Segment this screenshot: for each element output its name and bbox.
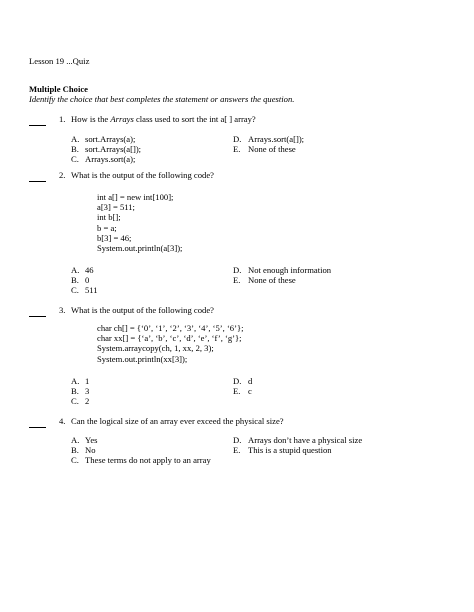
answer-blank[interactable] bbox=[29, 420, 46, 428]
option-text: No bbox=[85, 445, 96, 455]
code-line: b = a; bbox=[97, 222, 117, 233]
option-letter: B. bbox=[71, 386, 79, 396]
code-line: b[3] = 46; bbox=[97, 232, 132, 243]
option-letter: B. bbox=[71, 275, 79, 285]
option-letter: D. bbox=[233, 376, 242, 386]
option-text: 1 bbox=[85, 376, 90, 386]
option-letter: D. bbox=[233, 435, 242, 445]
option-text: Not enough information bbox=[248, 265, 332, 275]
answer-blank[interactable] bbox=[29, 118, 46, 126]
answer-blank[interactable] bbox=[29, 174, 46, 182]
code-block bbox=[97, 192, 182, 253]
question-text: What is the output of the following code? bbox=[71, 305, 214, 315]
option-letter: A. bbox=[71, 265, 80, 275]
code-line: a[3] = 511; bbox=[97, 202, 135, 213]
instructions: Identify the choice that best completes the statement or answers the question. bbox=[29, 94, 295, 104]
option-letter: C. bbox=[71, 154, 79, 164]
option-letter: D. bbox=[233, 134, 242, 144]
option-letter: E. bbox=[233, 445, 241, 455]
option-letter: D. bbox=[233, 265, 242, 275]
option-letter: C. bbox=[71, 396, 79, 406]
lesson-title: Lesson 19 ...Quiz bbox=[29, 56, 90, 66]
option-text: 46 bbox=[85, 265, 94, 275]
option-text: None of these bbox=[248, 275, 296, 285]
code-line: int b[]; bbox=[97, 212, 121, 223]
code-line: char ch[] = {‘0’, ‘1’, ‘2’, ‘3’, ‘4’, ‘5’, ‘6’}; bbox=[97, 323, 244, 333]
option-text: Arrays.sort(a); bbox=[85, 154, 136, 164]
code-block bbox=[97, 323, 243, 364]
option-text: These terms do not apply to an array bbox=[85, 455, 211, 465]
option-text: Arrays don’t have a physical size bbox=[248, 435, 363, 445]
option-letter: A. bbox=[71, 376, 80, 386]
question-number: 2. bbox=[59, 170, 66, 180]
option-letter: B. bbox=[71, 144, 79, 154]
code-line: int a[] = new int[100]; bbox=[97, 192, 174, 202]
option-letter: E. bbox=[233, 386, 241, 396]
option-letter: A. bbox=[71, 435, 80, 445]
option-text: 511 bbox=[85, 285, 98, 295]
question-text: Can the logical size of an array ever exceed the physical size? bbox=[71, 416, 284, 426]
question-number: 4. bbox=[59, 416, 66, 426]
section-title: Multiple Choice bbox=[29, 84, 88, 94]
code-line: System.out.println(xx[3]); bbox=[97, 353, 188, 364]
question-number: 3. bbox=[59, 305, 66, 315]
option-text: 0 bbox=[85, 275, 90, 285]
option-letter: C. bbox=[71, 455, 79, 465]
option-text: d bbox=[248, 376, 253, 386]
option-letter: A. bbox=[71, 134, 80, 144]
option-letter: C. bbox=[71, 285, 79, 295]
question-text: What is the output of the following code? bbox=[71, 170, 214, 180]
option-letter: E. bbox=[233, 275, 241, 285]
question-text: How is the Arrays class used to sort the int a[ ] array? bbox=[71, 114, 256, 124]
option-text: sort.Arrays(a); bbox=[85, 134, 136, 144]
question-number: 1. bbox=[59, 114, 66, 124]
option-text: 2 bbox=[85, 396, 90, 406]
option-letter: E. bbox=[233, 144, 241, 154]
option-text: sort.Arrays(a[]); bbox=[85, 144, 142, 154]
option-text: 3 bbox=[85, 386, 90, 396]
option-letter: B. bbox=[71, 445, 79, 455]
option-text: c bbox=[248, 386, 252, 396]
option-text: Arrays.sort(a[]); bbox=[248, 134, 305, 144]
option-text: Yes bbox=[85, 435, 98, 445]
answer-blank[interactable] bbox=[29, 309, 46, 317]
option-text: This is a stupid question bbox=[248, 445, 332, 455]
option-text: None of these bbox=[248, 144, 296, 154]
code-line: System.out.println(a[3]); bbox=[97, 242, 183, 253]
code-line: char xx[] = {‘a’, ‘b’, ‘c’, ‘d’, ‘e’, ‘f’, ‘g’}; bbox=[97, 333, 242, 344]
code-line: System.arraycopy(ch, 1, xx, 2, 3); bbox=[97, 343, 214, 354]
